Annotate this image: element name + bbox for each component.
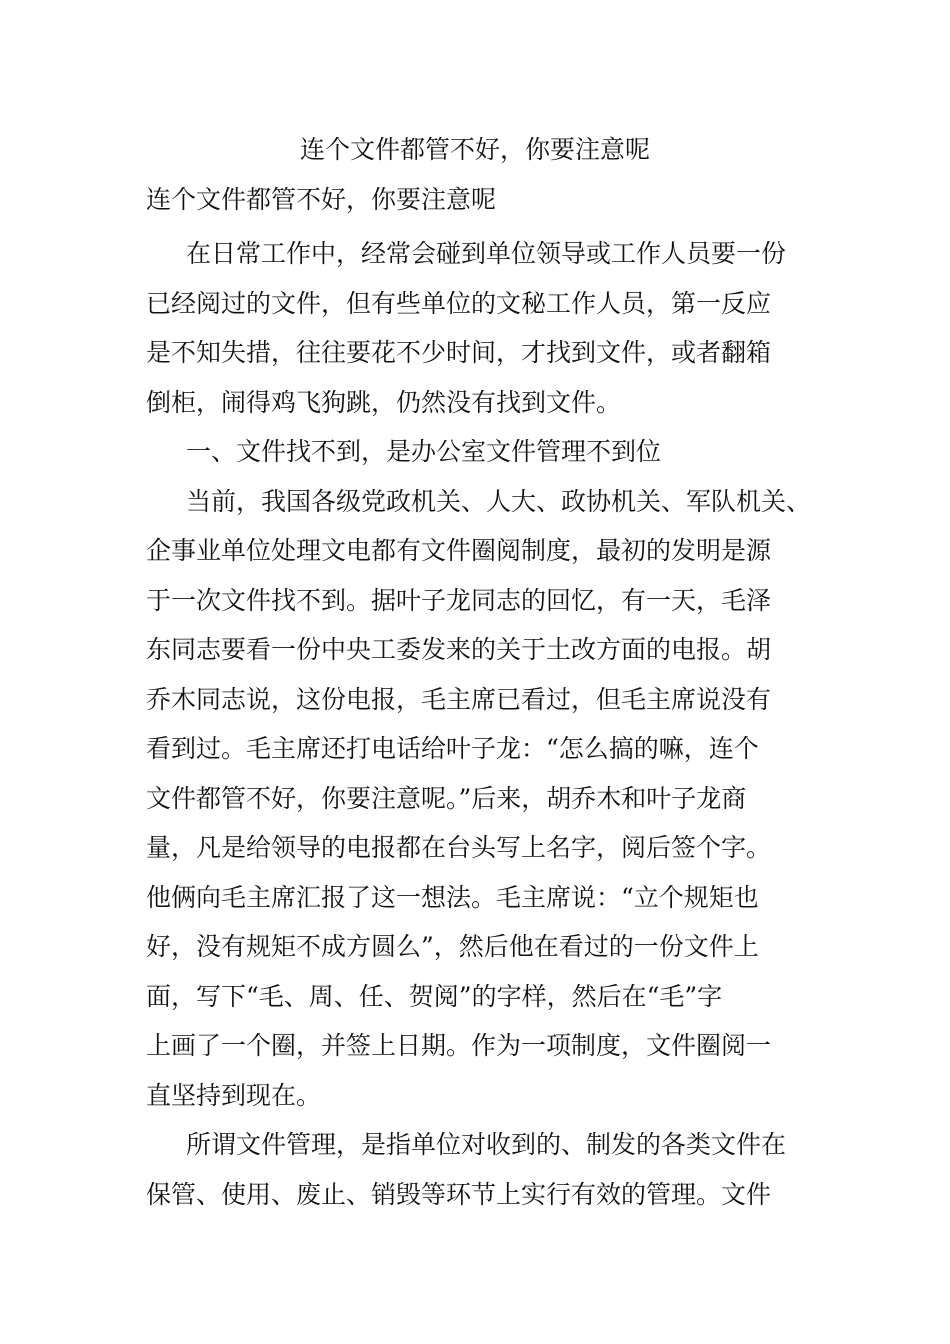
paragraph-line: 面，写下“毛、周、任、贺阅”的字样，然后在“毛”字	[146, 981, 723, 1011]
paragraph-line: 企事业单位处理文电都有文件圈阅制度，最初的发明是源	[146, 536, 772, 565]
paragraph-line: 当前，我国各级党政机关、人大、政协机关、军队机关、	[186, 486, 812, 516]
page-title: 连个文件都管不好，你要注意呢	[299, 135, 650, 164]
paragraph-line: 文件都管不好，你要注意呢。”后来，胡乔木和叶子龙商	[146, 783, 747, 813]
section-heading: 一、文件找不到，是办公室文件管理不到位	[186, 437, 662, 466]
paragraph-line: 好，没有规矩不成方圆么”，然后他在看过的一份文件上	[146, 932, 759, 961]
paragraph-line: 他俩向毛主席汇报了这一想法。毛主席说：“立个规矩也	[146, 882, 759, 912]
paragraph-line: 于一次文件找不到。据叶子龙同志的回忆，有一天，毛泽	[146, 585, 772, 615]
article-heading: 连个文件都管不好，你要注意呢	[146, 185, 497, 214]
paragraph-line: 保管、使用、废止、销毁等环节上实行有效的管理。文件	[146, 1179, 772, 1209]
paragraph-line: 看到过。毛主席还打电话给叶子龙：“怎么搞的嘛，连个	[146, 734, 759, 763]
paragraph-line: 直坚持到现在。	[146, 1080, 322, 1110]
paragraph-line: 量，凡是给领导的电报都在台头写上名字，阅后签个字。	[146, 833, 772, 862]
paragraph-line: 上画了一个圈，并签上日期。作为一项制度，文件圈阅一	[146, 1031, 772, 1060]
paragraph-line: 在日常工作中，经常会碰到单位领导或工作人员要一份	[186, 239, 787, 268]
paragraph-line: 乔木同志说，这份电报，毛主席已看过，但毛主席说没有	[146, 684, 772, 714]
paragraph-line: 已经阅过的文件，但有些单位的文秘工作人员，第一反应	[146, 288, 772, 318]
paragraph-line: 倒柜，闹得鸡飞狗跳，仍然没有找到文件。	[146, 387, 622, 417]
paragraph-line: 东同志要看一份中央工委发来的关于土改方面的电报。胡	[146, 635, 772, 664]
article-body	[146, 229, 826, 1219]
paragraph-line: 所谓文件管理，是指单位对收到的、制发的各类文件在	[186, 1130, 787, 1159]
paragraph-line: 是不知失措，往往要花不少时间，才找到文件，或者翻箱	[146, 338, 772, 367]
